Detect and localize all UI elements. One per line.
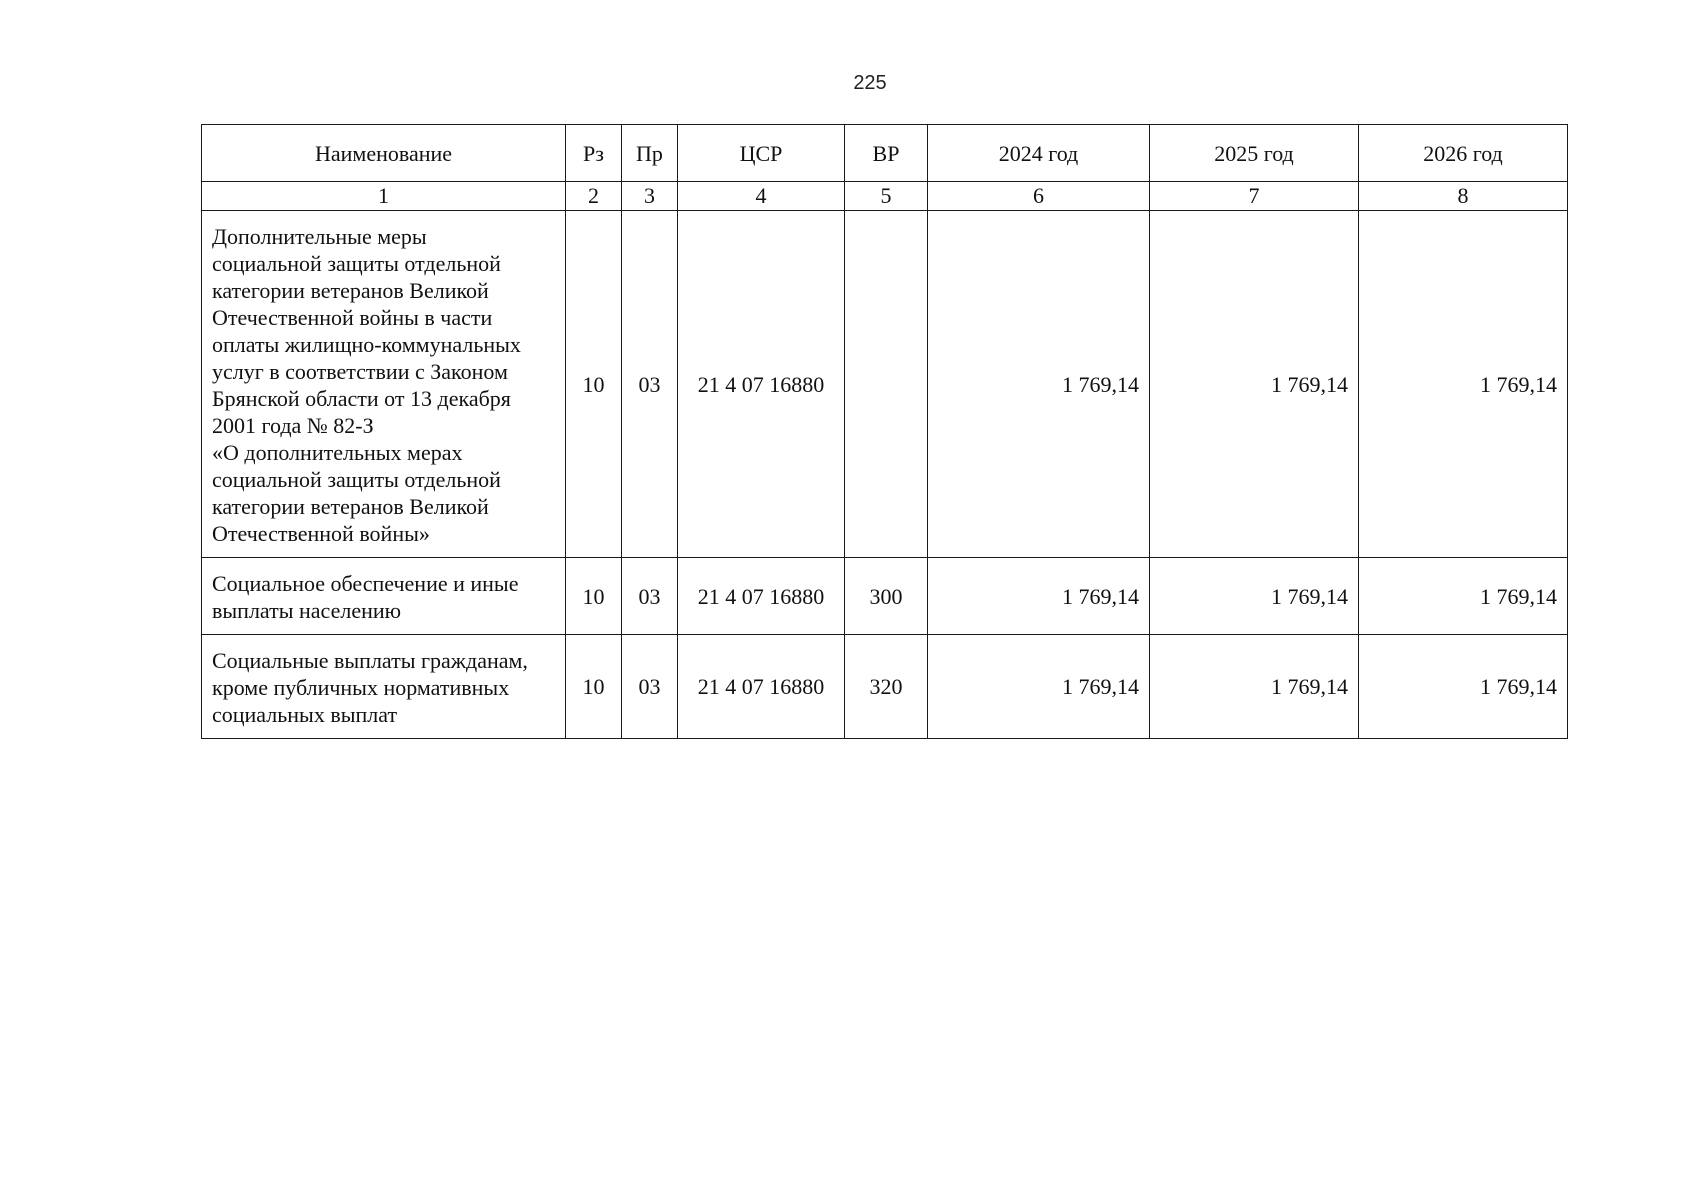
page-number: 225 — [853, 72, 887, 94]
column-number: 6 — [928, 182, 1150, 211]
name-line: Социальное обеспечение и иные — [212, 571, 519, 596]
name-line: оплаты жилищно-коммунальных — [212, 332, 521, 357]
name-line: категории ветеранов Великой — [212, 278, 489, 303]
pr-cell: 03 — [622, 635, 678, 739]
row-name — [202, 558, 566, 635]
amount-2025: 1 769,14 — [1150, 635, 1359, 739]
name-line: Социальные выплаты гражданам, — [212, 648, 528, 673]
row-name — [202, 635, 566, 739]
name-line: социальной защиты отдельной — [212, 251, 501, 276]
rz-cell: 10 — [566, 635, 622, 739]
amount-2026: 1 769,14 — [1359, 635, 1568, 739]
table-row — [202, 635, 1568, 739]
amount-2024: 1 769,14 — [928, 211, 1150, 558]
name-line: Отечественной войны в части — [212, 305, 493, 330]
header-vr: ВР — [845, 125, 928, 182]
vr-cell — [845, 211, 928, 558]
amount-2026: 1 769,14 — [1359, 558, 1568, 635]
column-number-row — [202, 182, 1568, 211]
header-row — [202, 125, 1568, 182]
name-line: Брянской области от 13 декабря — [212, 386, 511, 411]
name-line: социальных выплат — [212, 702, 398, 727]
name-line: «О дополнительных мерах — [212, 440, 463, 465]
name-line: Отечественной войны» — [212, 521, 430, 546]
table-row — [202, 558, 1568, 635]
header-rz: Рз — [566, 125, 622, 182]
name-line: категории ветеранов Великой — [212, 494, 489, 519]
column-number: 5 — [845, 182, 928, 211]
header-pr: Пр — [622, 125, 678, 182]
pr-cell: 03 — [622, 211, 678, 558]
header-2026: 2026 год — [1359, 125, 1568, 182]
csr-cell: 21 4 07 16880 — [678, 211, 845, 558]
vr-cell: 300 — [845, 558, 928, 635]
table-row — [202, 211, 1568, 558]
amount-2024: 1 769,14 — [928, 635, 1150, 739]
header-2025: 2025 год — [1150, 125, 1359, 182]
column-number: 1 — [202, 182, 566, 211]
budget-table — [201, 124, 1568, 739]
column-number: 8 — [1359, 182, 1568, 211]
name-line: выплаты населению — [212, 598, 402, 623]
csr-cell: 21 4 07 16880 — [678, 558, 845, 635]
amount-2026: 1 769,14 — [1359, 211, 1568, 558]
amount-2025: 1 769,14 — [1150, 211, 1359, 558]
rz-cell: 10 — [566, 558, 622, 635]
header-csr: ЦСР — [678, 125, 845, 182]
pr-cell: 03 — [622, 558, 678, 635]
name-line: кроме публичных нормативных — [212, 675, 510, 700]
name-line: социальной защиты отдельной — [212, 467, 501, 492]
column-number: 2 — [566, 182, 622, 211]
csr-cell: 21 4 07 16880 — [678, 635, 845, 739]
header-name: Наименование — [202, 125, 566, 182]
name-line: 2001 года № 82-З — [212, 413, 374, 438]
column-number: 4 — [678, 182, 845, 211]
amount-2024: 1 769,14 — [928, 558, 1150, 635]
header-2024: 2024 год — [928, 125, 1150, 182]
rz-cell: 10 — [566, 211, 622, 558]
vr-cell: 320 — [845, 635, 928, 739]
name-line: услуг в соответствии с Законом — [212, 359, 508, 384]
amount-2025: 1 769,14 — [1150, 558, 1359, 635]
column-number: 3 — [622, 182, 678, 211]
name-line: Дополнительные меры — [212, 224, 427, 249]
row-name — [202, 211, 566, 558]
column-number: 7 — [1150, 182, 1359, 211]
